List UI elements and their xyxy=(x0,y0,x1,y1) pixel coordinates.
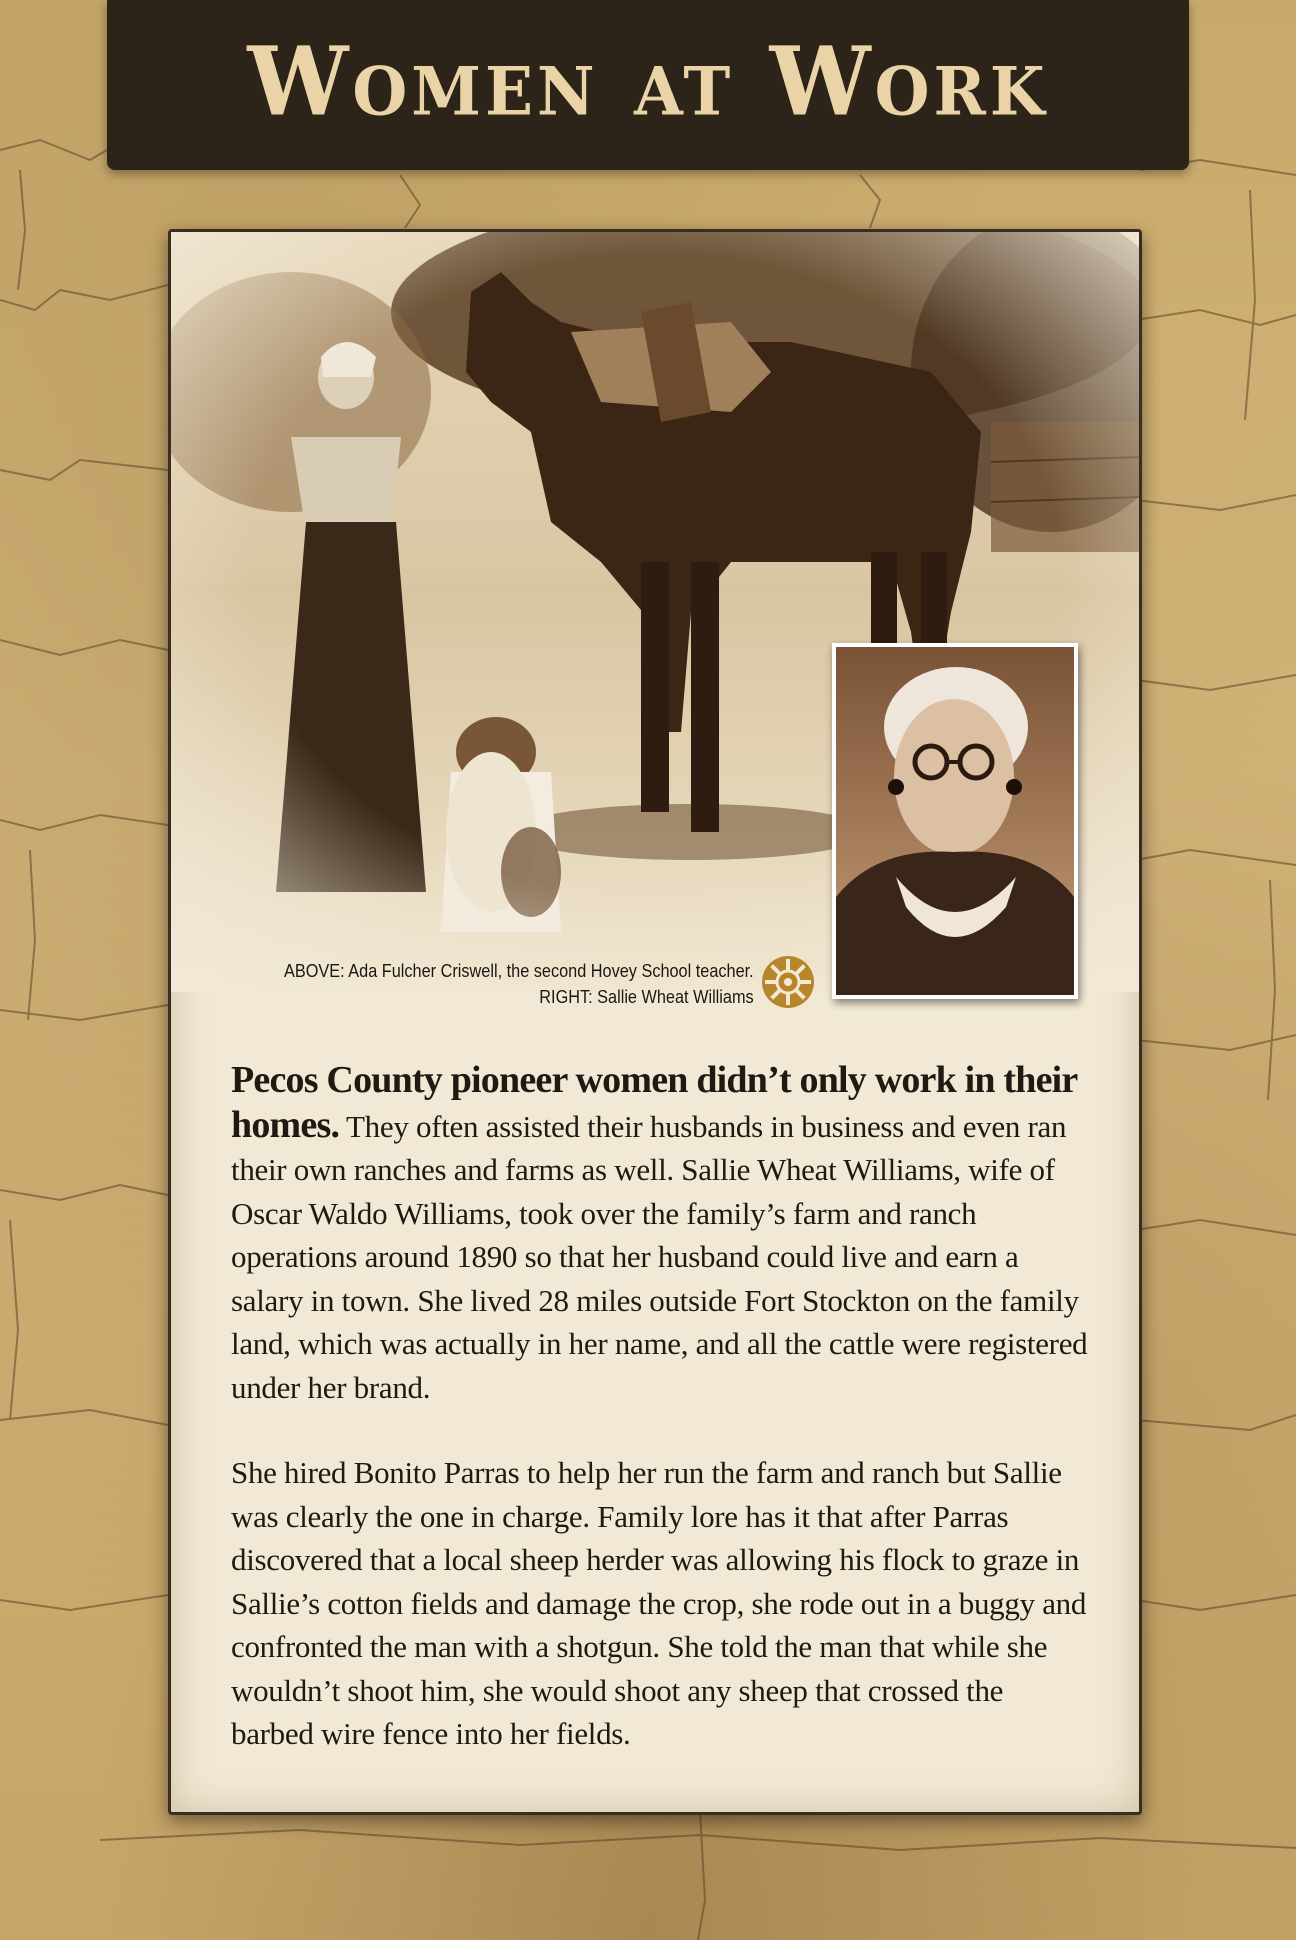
caption-right: RIGHT: Sallie Wheat Williams xyxy=(539,986,754,1007)
sun-ornament-icon xyxy=(761,955,815,1009)
paragraph-1-text: They often assisted their husbands in business and even ran their own ranches and farms as well. Sallie Wheat Williams, wife of Oscar Waldo Williams, took over the family’s farm and ranch operations around 1890 so that her husband could live and earn a salary in town. She lived 28 miles outside Fort Stockton on the family land, which was actually in her name, and all the cattle were registered under her brand. xyxy=(231,1108,1088,1405)
photo-caption xyxy=(284,958,754,1010)
portrait-photo xyxy=(832,643,1078,999)
paragraph-2: She hired Bonito Parras to help her run the farm and ranch but Sallie was clearly the one in charge. Family lore has it that after Parras discovered that a local sheep herder was allowing his flock to graze in Sallie’s cotton fields and damage the crop, she rode out in a buggy and confronted the man with a shotgun. She told the man that while she wouldn’t shoot him, she would shoot any sheep that crossed the barbed wire fence into her fields. xyxy=(231,1455,1087,1751)
article-body xyxy=(231,1059,1091,1798)
paragraph-1 xyxy=(231,1059,1091,1409)
lead-sentence: Pecos County pioneer women didn’t only work in their homes. xyxy=(231,1059,1077,1146)
caption-above: ABOVE: Ada Fulcher Criswell, the second Hovey School teacher. xyxy=(284,960,754,981)
content-panel xyxy=(168,229,1142,1815)
page-title: Women at Work xyxy=(247,26,1049,138)
title-banner xyxy=(107,0,1189,170)
